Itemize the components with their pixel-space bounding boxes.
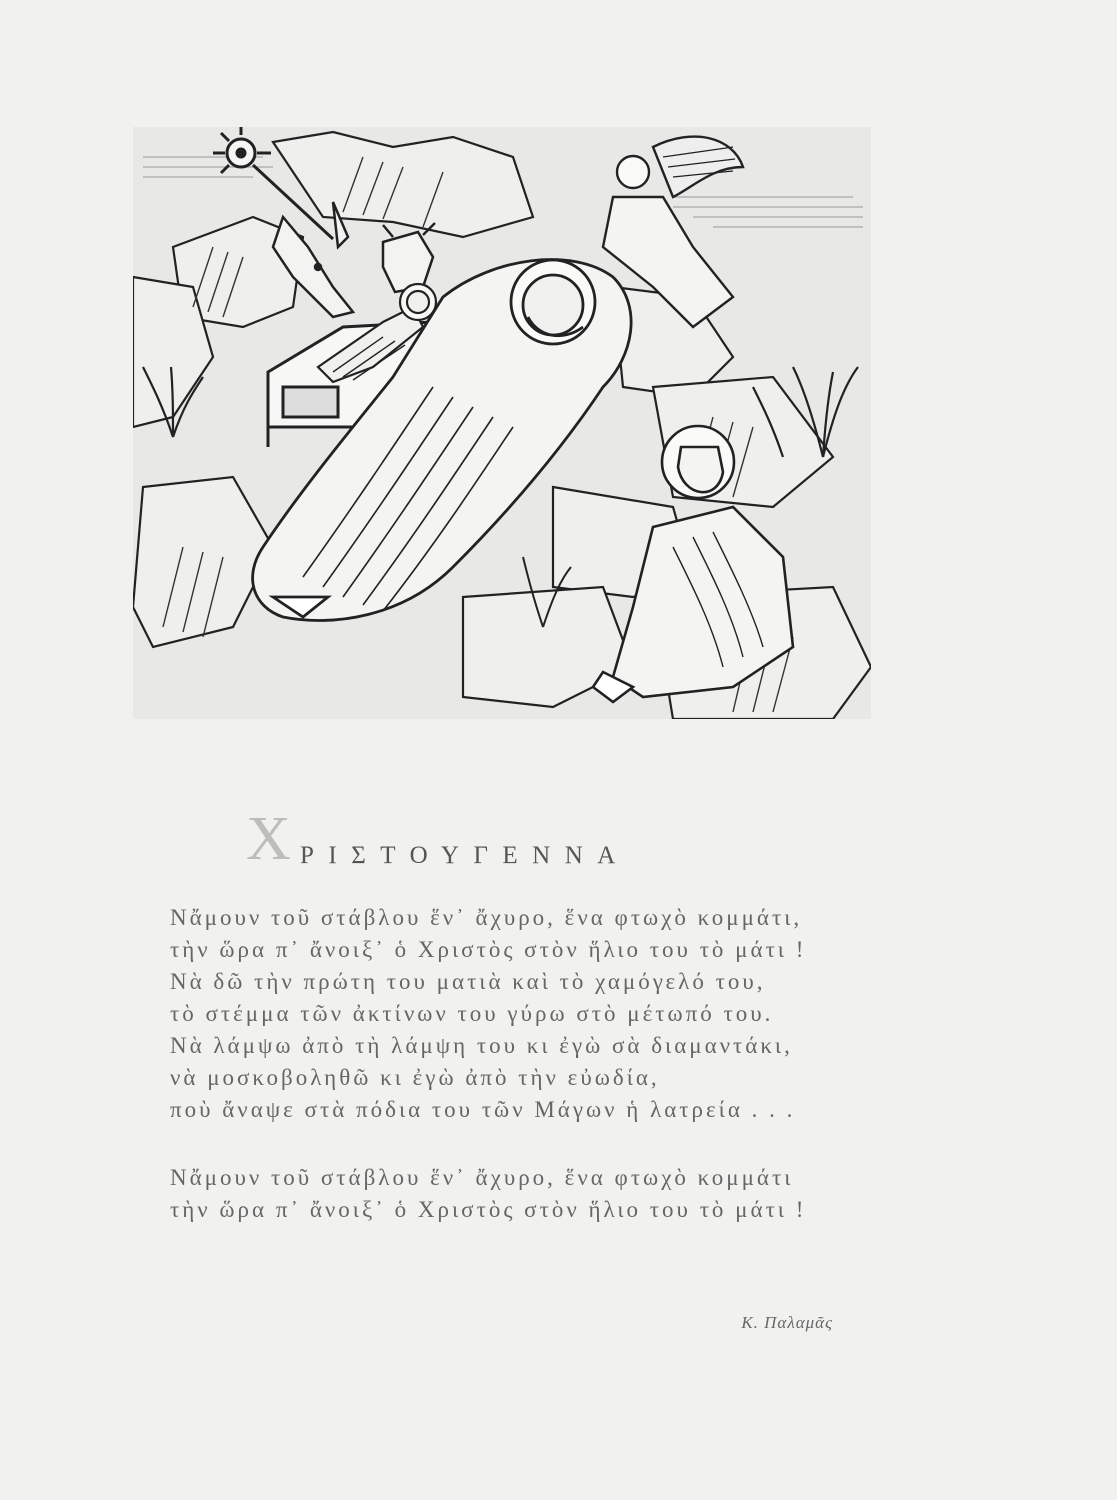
poem-title bbox=[0, 805, 1117, 878]
poem-line: τὴν ὥρα π᾿ ἄνοιξ᾿ ὁ Χριστὸς στὸν ἥλιο του τὸ μάτι ! bbox=[170, 937, 807, 962]
author-name: Κ. Παλαμᾶς bbox=[741, 1313, 833, 1332]
nativity-engraving bbox=[133, 127, 871, 719]
poem-line: Νὰ δῶ τὴν πρώτη του ματιὰ καὶ τὸ χαμόγελό του, bbox=[170, 969, 766, 994]
poem-line: τὸ στέμμα τῶν ἀκτίνων του γύρω στὸ μέτωπό του. bbox=[170, 1001, 774, 1026]
title-text: ΡΙΣΤΟΥΓΕΝΝΑ bbox=[300, 842, 630, 869]
poem-line: Νἄμουν τοῦ στάβλου ἕν᾿ ἄχυρο, ἕνα φτωχὸ κομμάτι bbox=[170, 1165, 794, 1190]
poem-line: Νὰ λάμψω ἀπὸ τὴ λάμψη του κι ἐγὼ σὰ διαμαντάκι, bbox=[170, 1033, 793, 1058]
nativity-illustration bbox=[133, 127, 871, 719]
stanza-1 bbox=[170, 902, 870, 1126]
poem-line: νὰ μοσκοβοληθῶ κι ἐγὼ ἀπὸ τὴν εὐωδία, bbox=[170, 1065, 660, 1090]
title-initial-letter: Χ bbox=[246, 805, 291, 873]
poem-body bbox=[170, 902, 870, 1226]
poem-line: Νἄμουν τοῦ στάβλου ἕν᾿ ἄχυρο, ἕνα φτωχὸ κομμάτι, bbox=[170, 905, 803, 930]
poem-line: τὴν ὥρα π᾿ ἄνοιξ᾿ ὁ Χριστὸς στὸν ἥλιο του τὸ μάτι ! bbox=[170, 1197, 807, 1222]
stanza-2 bbox=[170, 1162, 870, 1226]
poem-line: ποὺ ἄναψε στὰ πόδια του τῶν Μάγων ἡ λατρεία . . . bbox=[170, 1097, 796, 1122]
